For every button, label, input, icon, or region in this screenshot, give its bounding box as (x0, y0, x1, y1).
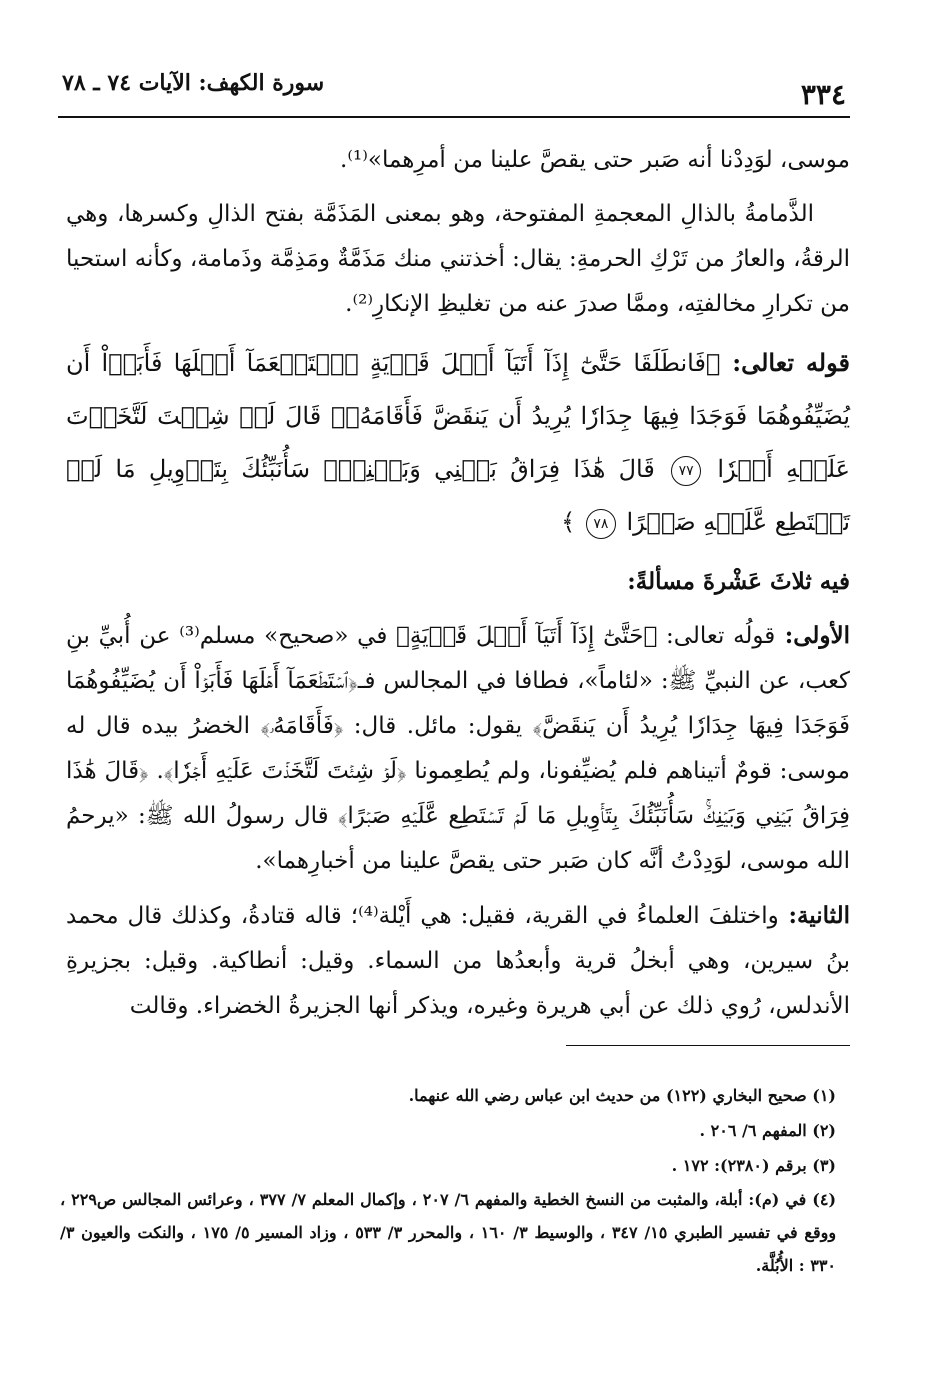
page-header (58, 66, 850, 118)
issues-heading: فيه ثلاثَ عَشْرةَ مسألةً: (627, 568, 850, 595)
footnotes (60, 1078, 836, 1282)
verse-number-78: ٧٨ (586, 509, 616, 539)
footnote-3: (٣) برقم (٢٣٨٠): ١٧٢ . (671, 1156, 836, 1175)
issue-second-text: واختلفَ العلماءُ في القرية، فقيل: هي أَيْلة⁽⁴⁾؛ قاله قتادةُ، وكذلك قال محمد بنُ سيرين، وهي أبخلُ قرية وأبعدُها من السماء. وقيل: أنطاكية. وقيل: بجزيرةِ الأندلس، رُوي ذلك عن أبي هريرة وغيره، ويذكر أنها الجزيرةُ الخضراء. وقالت (66, 903, 850, 1019)
issue-second (66, 893, 850, 1029)
page-number: ٣٣٤ (800, 78, 846, 111)
verse-close-bracket: ﴾ (561, 508, 576, 536)
main-text (66, 138, 850, 1038)
verse-lead: قوله تعالى: (720, 348, 850, 377)
paragraph-hadith-end: موسى، لوَدِدْنا أنه صَبر حتى يقصَّ علينا من أمرِهما»⁽¹⁾. (340, 147, 850, 173)
quran-verse-block (66, 336, 850, 549)
verse-text-77: ﴿فَانطَلَقَا حَتَّىٰٓ إِذَآ أَتَيَآ أَهۡلَ قَرۡيَةٍ ٱسۡتَطۡعَمَآ أَهۡلَهَا فَأَبَوۡاْ أَن يُضَيِّفُوهُمَا فَوَجَدَا فِيهَا جِدَارٗا يُرِيدُ أَن يَنقَضَّ فَأَقَامَهُۥۖ قَالَ لَوۡ شِئۡتَ لَتَّخَذۡتَ عَلَيۡهِ أَجۡرٗا (66, 349, 850, 483)
running-title: سورة الكهف: الآيات ٧٤ ـ ٧٨ (62, 70, 325, 96)
paragraph-dhamama: الذَّمامةُ بالذالِ المعجمةِ المفتوحة، وهو بمعنى المَذَمَّة بفتح الذالِ وكسرها، وهي الرقةُ، والعارُ من تَرْكِ الحرمةِ: يقال: أخذتني منك مَذَمَّةٌ ومَذِمَّة وذَمامة، وكأنه استحيا من تكرارِ مخالفتِه، وممَّا صدرَ عنه من تغليظِ الإنكارِ⁽²⁾. (66, 201, 850, 317)
issue-first-lead: الأولى: (775, 622, 850, 649)
issue-first (66, 613, 850, 884)
footnote-divider (566, 1045, 850, 1046)
verse-number-77: ٧٧ (671, 456, 701, 486)
issue-first-text: قولُه تعالى: ﴿حَتَّىٰٓ إِذَآ أَتَيَآ أَهۡلَ قَرۡيَةٍ﴾ في «صحيح» مسلم⁽³⁾ عن أُبيِّ بنِ كعب، عن النبيِّ ﷺ: «لئاماً»، فطافا في المجالس فـ﴿ٱسۡتَطۡعَمَآ أَهۡلَهَا فَأَبَوۡاْ أَن يُضَيِّفُوهُمَا فَوَجَدَا فِيهَا جِدَارٗا يُرِيدُ أَن يَنقَضَّ﴾ يقول: مائل. قال: ﴿فَأَقَامَهُۥ﴾ الخضرُ بيده قال له موسى: قومٌ أتيناهم فلم يُضيِّفونا، ولم يُطعِمونا ﴿لَوۡ شِئۡتَ لَتَّخَذۡتَ عَلَيۡهِ أَجۡرٗا﴾. ﴿قَالَ هَٰذَا فِرَاقُ بَيۡنِي وَبَيۡنِكَۚ سَأُنَبِّئُكَ بِتَأۡوِيلِ مَا لَمۡ تَسۡتَطِع عَّلَيۡهِ صَبۡرًا﴾ قال رسولُ الله ﷺ: «يرحمُ الله موسى، لوَدِدْتُ أنَّه كان صَبر حتى يقصَّ علينا من أخبارِهما». (66, 623, 850, 874)
footnote-4: (٤) في (م): أبلة، والمثبت من النسخ الخطية والمفهم ٦/ ٢٠٧ ، وإكمال المعلم ٧/ ٣٧٧ ، وعرائس المجالس ص٢٢٩ ، ووقع في تفسير الطبري ١٥/ ٣٤٧ ، والوسيط ٣/ ١٦٠ ، والمحرر ٣/ ٥٣٣ ، وزاد المسير ٥/ ١٧٥ ، والنكت والعيون ٣/ ٣٣٠ : الأُبُلَّة. (60, 1190, 837, 1275)
issue-second-lead: الثانية: (778, 902, 850, 929)
footnote-2: (٢) المفهم ٦/ ٢٠٦ . (699, 1121, 836, 1140)
verse-text-78: قَالَ هَٰذَا فِرَاقُ بَيۡنِي وَبَيۡنِكَۚ سَأُنَبِّئُكَ بِتَأۡوِيلِ مَا لَمۡ تَسۡتَطِع عَّلَيۡهِ صَبۡرًا (66, 455, 850, 536)
footnote-1: (١) صحيح البخاري (١٢٢) من حديث ابن عباس رضي الله عنهما. (408, 1086, 836, 1105)
